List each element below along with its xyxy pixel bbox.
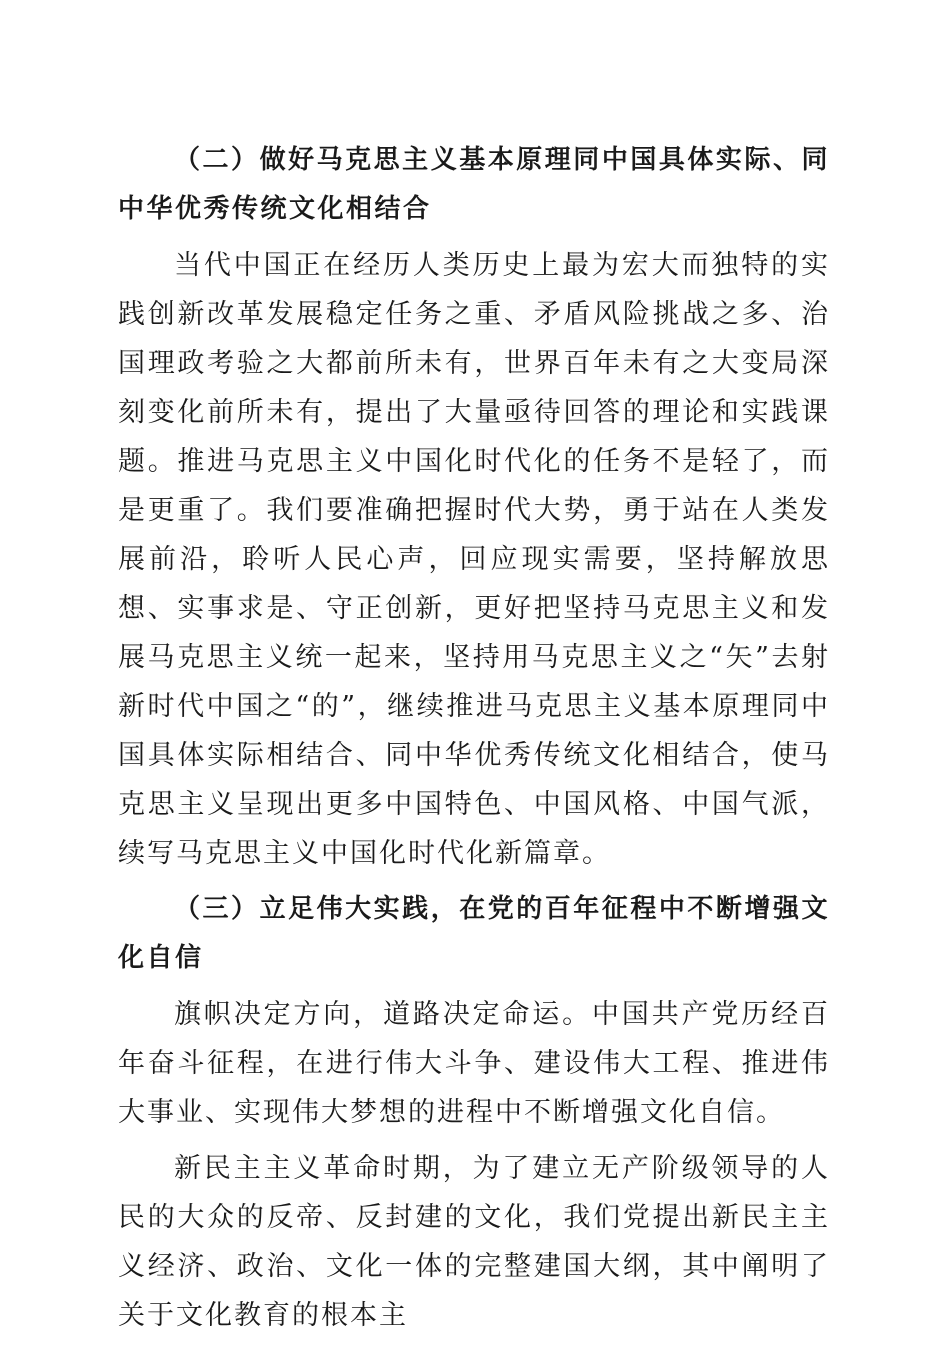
paragraph-practice-innovation: 当代中国正在经历人类历史上最为宏大而独特的实践创新改革发展稳定任务之重、矛盾风险挑战之多、治国理政考验之大都前所未有，世界百年未有之大变局深刻变化前所未有，提出了大量亟待回答的理论和实践课题。推进马克思主义中国化时代化的任务不是轻了，而是更重了。我们要准确把握时代大势，勇于站在人类发展前沿，聆听人民心声，回应现实需要，坚持解放思想、实事求是、守正创新，更好把坚持马克思主义和发展马克思主义统一起来，坚持用马克思主义之“矢”去射新时代中国之“的”，继续推进马克思主义基本原理同中国具体实际相结合、同中华优秀传统文化相结合，使马克思主义呈现出更多中国特色、中国风格、中国气派，续写马克思主义中国化时代化新篇章。 xyxy=(118,250,830,869)
document-body xyxy=(118,136,830,1347)
section-heading-2: （二）做好马克思主义基本原理同中国具体实际、同中华优秀传统文化相结合 xyxy=(118,145,830,224)
paragraph-new-democracy: 新民主主义革命时期，为了建立无产阶级领导的人民的大众的反帝、反封建的文化，我们党提出新民主主义经济、政治、文化一体的完整建国大纲，其中阐明了关于文化教育的根本主 xyxy=(118,1153,830,1331)
section-heading-3: （三）立足伟大实践，在党的百年征程中不断增强文化自信 xyxy=(118,894,830,973)
paragraph-flag-direction: 旗帜决定方向，道路决定命运。中国共产党历经百年奋斗征程，在进行伟大斗争、建设伟大工程、推进伟大事业、实现伟大梦想的进程中不断增强文化自信。 xyxy=(118,999,830,1128)
